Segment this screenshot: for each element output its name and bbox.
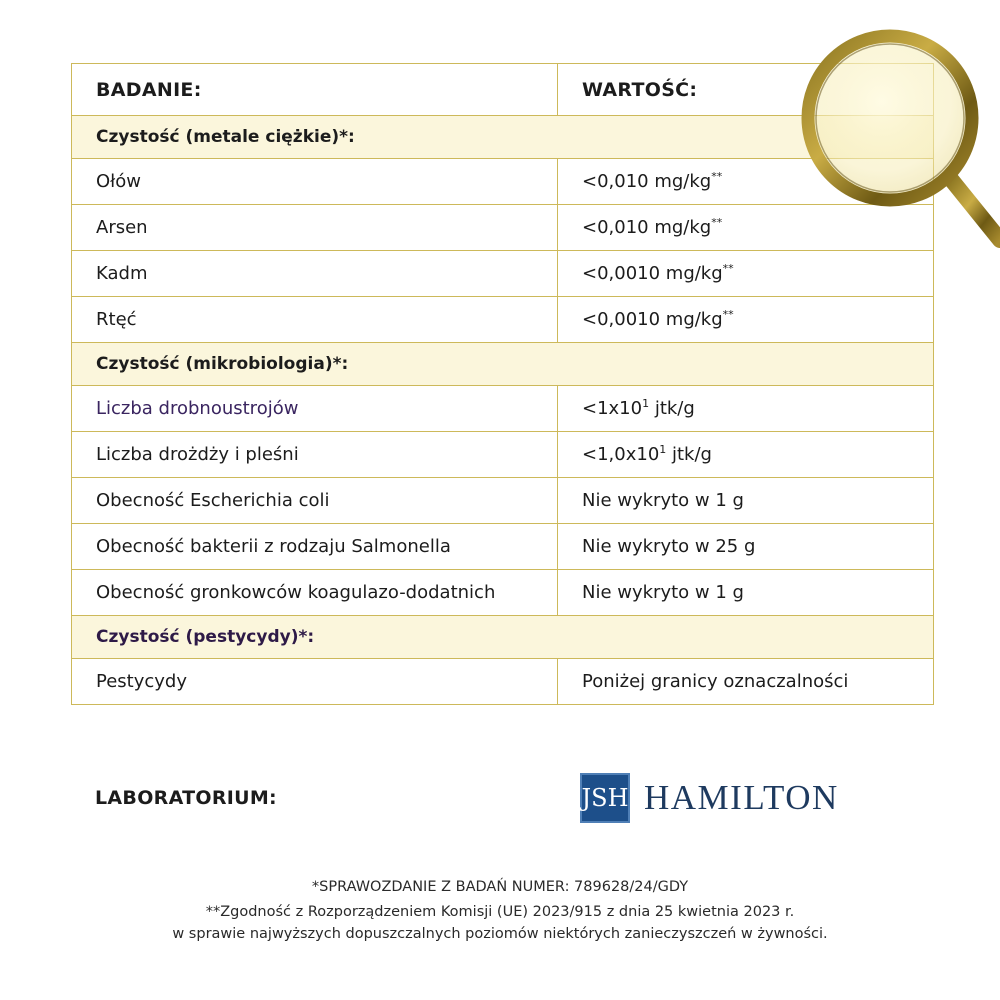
- footnote-marker: **: [711, 170, 723, 183]
- test-name: Ołów: [72, 159, 558, 205]
- table-row: [72, 386, 934, 432]
- footnote-marker: **: [722, 308, 734, 321]
- report-number: *SPRAWOZDANIE Z BADAŃ NUMER: 789628/24/GDY: [311, 879, 689, 895]
- section-pesticides: [72, 616, 934, 659]
- value-text: <0,010 mg/kg: [582, 217, 712, 238]
- test-value: [558, 432, 934, 478]
- footnote-marker: **: [722, 262, 734, 275]
- value-unit: jtk/g: [649, 398, 695, 419]
- footnotes: [0, 876, 1000, 945]
- test-name: Obecność gronkowców koagulazo-dodatnich: [72, 570, 558, 616]
- regulation-note-line1: **Zgodność z Rozporządzeniem Komisji (UE) 2023/915 z dnia 25 kwietnia 2023 r.: [205, 904, 795, 920]
- section-title: Czystość (mikrobiologia)*:: [72, 343, 934, 386]
- table-row: [72, 297, 934, 343]
- footnote-marker: **: [711, 216, 723, 229]
- test-value: [558, 386, 934, 432]
- test-name: Kadm: [72, 251, 558, 297]
- logo-name: HAMILTON: [644, 778, 839, 817]
- logo-mark: JSH: [580, 773, 630, 823]
- value-text: <1,0x10: [582, 444, 660, 465]
- value-text: <0,010 mg/kg: [582, 171, 712, 192]
- header-wartosc: WARTOŚĆ:: [558, 64, 934, 116]
- test-name: Pestycydy: [72, 659, 558, 705]
- value-text: <0,0010 mg/kg: [582, 309, 723, 330]
- test-name: Rtęć: [72, 297, 558, 343]
- test-name: Liczba drobnoustrojów: [72, 386, 558, 432]
- table-row: [72, 251, 934, 297]
- test-name: Obecność bakterii z rodzaju Salmonella: [72, 524, 558, 570]
- laboratory-label: LABORATORIUM:: [95, 787, 277, 809]
- section-title: Czystość (metale ciężkie)*:: [72, 116, 934, 159]
- section-title: Czystość (pestycydy)*:: [72, 616, 934, 659]
- test-name: Arsen: [72, 205, 558, 251]
- test-value: Poniżej granicy oznaczalności: [558, 659, 934, 705]
- magnifier-icon: [790, 18, 1000, 248]
- table-row: [72, 570, 934, 616]
- hamilton-logo: [580, 772, 839, 824]
- table-row: [72, 524, 934, 570]
- test-name: Obecność Escherichia coli: [72, 478, 558, 524]
- value-text: <1x10: [582, 398, 643, 419]
- test-name: Liczba drożdży i pleśni: [72, 432, 558, 478]
- test-value: [558, 297, 934, 343]
- test-value: Nie wykryto w 1 g: [558, 570, 934, 616]
- table-row: [72, 432, 934, 478]
- exponent: 1: [659, 443, 667, 456]
- test-value: Nie wykryto w 1 g: [558, 478, 934, 524]
- table-row: [72, 659, 934, 705]
- test-value: [558, 251, 934, 297]
- value-unit: jtk/g: [666, 444, 712, 465]
- value-text: <0,0010 mg/kg: [582, 263, 723, 284]
- exponent: 1: [642, 397, 650, 410]
- table-row: [72, 478, 934, 524]
- regulation-note-line2: w sprawie najwyższych dopuszczalnych poziomów niektórych zanieczyszczeń w żywności.: [172, 926, 828, 942]
- test-value: Nie wykryto w 25 g: [558, 524, 934, 570]
- header-badanie: BADANIE:: [72, 64, 558, 116]
- section-microbiology: [72, 343, 934, 386]
